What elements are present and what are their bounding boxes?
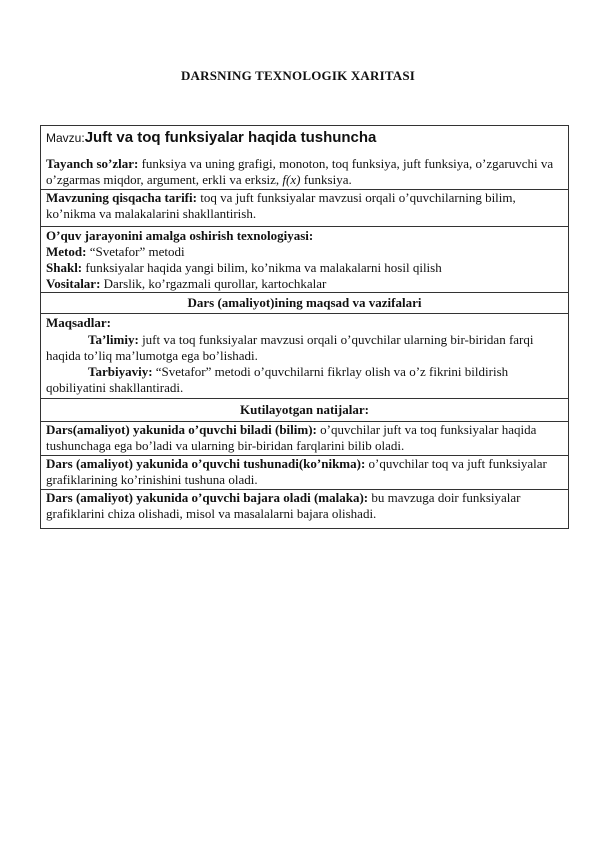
result-knowledge-text: o’quvchilar juft va toq funksiyalar haqida tushunchaga ega bo’ladi va ularning bir-biridan farqlarini bilib oladi. bbox=[46, 422, 537, 453]
form-line bbox=[46, 260, 563, 276]
form-label: Shakl: bbox=[46, 260, 83, 275]
summary-label: Mavzuning qisqacha tarifi: bbox=[46, 190, 197, 205]
method-line bbox=[46, 244, 563, 260]
educational-label: Ta’limiy: bbox=[88, 332, 139, 347]
form-text: funksiyalar haqida yangi bilim, ko’nikma va malakalarni hosil qilish bbox=[82, 260, 442, 275]
process-row bbox=[41, 227, 569, 293]
tools-text: Darslik, ko’rgazmali qurollar, kartochkalar bbox=[100, 276, 327, 291]
keywords-paragraph bbox=[46, 156, 563, 188]
process-heading: O’quv jarayonini amalga oshirish texnologiyasi: bbox=[46, 228, 314, 243]
summary-text: toq va juft funksiyalar mavzusi orqali o’quvchilarning bilim, ko’nikma va malakalarini shakllantirish. bbox=[46, 190, 516, 221]
keywords-suffix: funksiya. bbox=[300, 172, 352, 187]
educational-text: juft va toq funksiyalar mavzusi orqali o’quvchilar ularning bir-biridan farqi haqida to’liq ma’lumotga ega bo’lishadi. bbox=[46, 332, 534, 363]
document-title: DARSNING TEXNOLOGIK XARITASI bbox=[180, 68, 416, 83]
result-skill-label: Dars (amaliyot) yakunida o’quvchi tushunadi(ko’nikma): bbox=[46, 456, 366, 471]
result-competence-text: bu mavzuga doir funksiyalar grafiklarini chiza olishadi, misol va masalalarni bajara olishadi. bbox=[46, 490, 521, 521]
summary-row bbox=[41, 190, 569, 227]
method-label: Metod: bbox=[46, 244, 87, 259]
upbringing-label: Tarbiyaviy: bbox=[88, 364, 153, 379]
goals-heading: Maqsadlar: bbox=[46, 315, 111, 330]
lesson-map-table bbox=[40, 125, 569, 529]
tools-label: Vositalar: bbox=[46, 276, 101, 291]
upbringing-goal bbox=[46, 364, 563, 396]
function-notation: f(x) bbox=[282, 172, 301, 187]
results-header: Kutilayotgan natijalar: bbox=[41, 399, 569, 422]
educational-goal bbox=[46, 332, 563, 364]
result-row-knowledge bbox=[41, 422, 569, 456]
topic-value: Juft va toq funksiyalar haqida tushuncha bbox=[84, 129, 377, 146]
result-competence-label: Dars (amaliyot) yakunida o’quvchi bajara oladi (malaka): bbox=[46, 490, 369, 505]
goals-header: Dars (amaliyot)ining maqsad va vazifalari bbox=[41, 293, 569, 314]
upbringing-text: “Svetafor” metodi o’quvchilarni fikrlay olish va o’z fikrini bildirish qobiliyatini shakllantiradi. bbox=[46, 364, 509, 395]
result-row-competence bbox=[41, 490, 569, 529]
tools-line bbox=[46, 276, 563, 292]
goals-header-row bbox=[41, 293, 569, 314]
topic-label: Mavzu: bbox=[46, 131, 85, 145]
keywords-label: Tayanch so’zlar: bbox=[46, 156, 139, 171]
goals-row bbox=[41, 314, 569, 399]
result-row-skill bbox=[41, 456, 569, 490]
result-knowledge-label: Dars(amaliyot) yakunida o’quvchi biladi (bilim): bbox=[46, 422, 317, 437]
topic-line bbox=[46, 130, 563, 156]
keywords-text: funksiya va uning grafigi, monoton, toq funksiya, juft funksiya, o’zgaruvchi va o’zgarmas miqdor, argument, erkli va erksiz, bbox=[46, 156, 554, 187]
topic-row bbox=[41, 126, 569, 190]
result-skill-text: o’quvchilar toq va juft funksiyalar grafiklarining ko’rinishini tushuna oladi. bbox=[46, 456, 547, 487]
method-text: “Svetafor” metodi bbox=[86, 244, 185, 259]
results-header-row bbox=[41, 399, 569, 422]
